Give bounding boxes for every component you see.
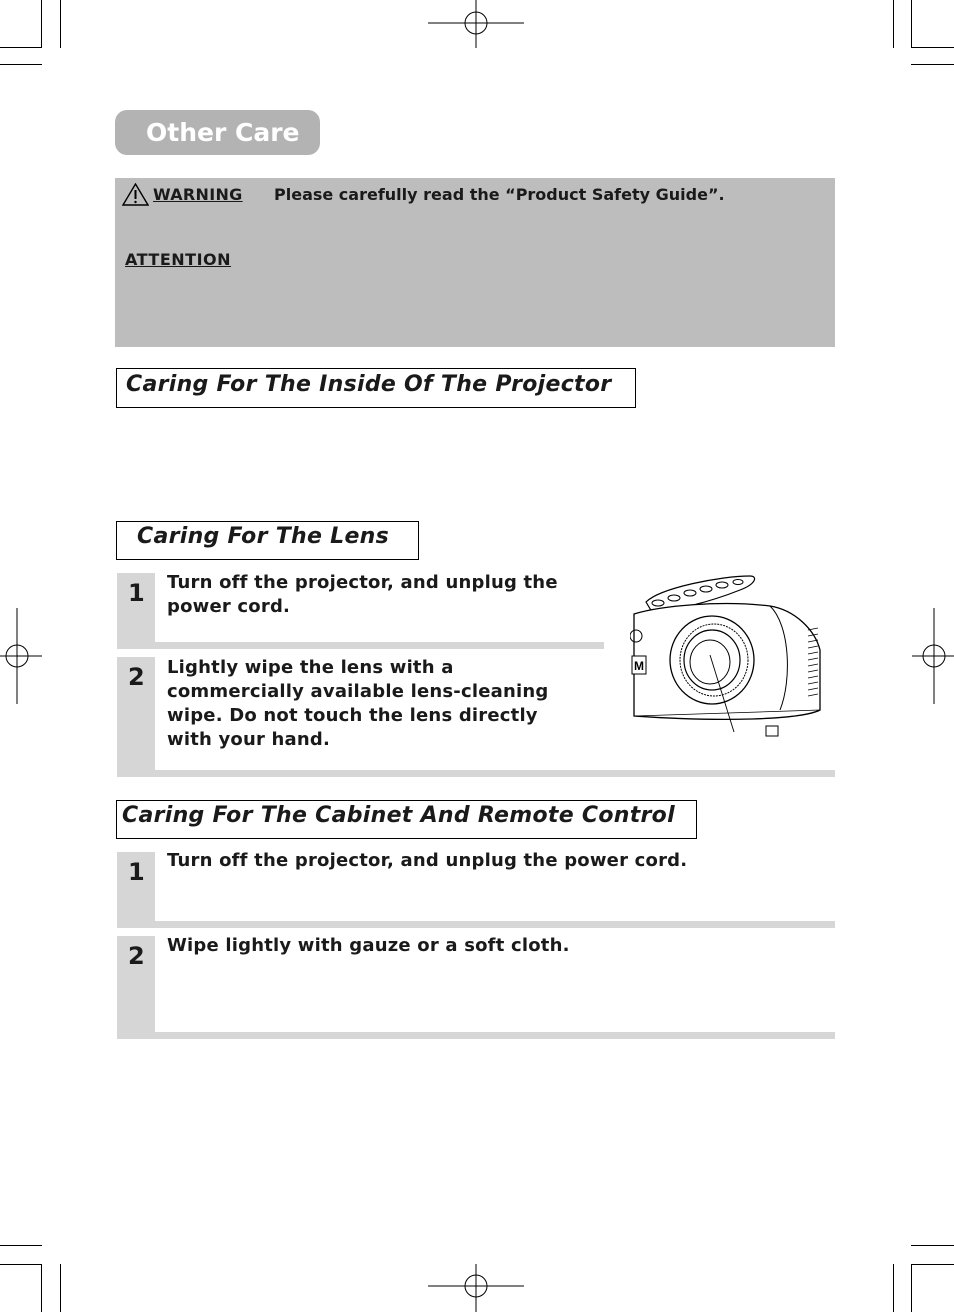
step-divider: [117, 642, 604, 649]
crop-mark: [911, 1245, 954, 1246]
crop-mark: [911, 1264, 912, 1312]
inside-heading: [116, 368, 636, 408]
crop-mark: [0, 47, 42, 48]
cabinet-step-2: [117, 936, 835, 1039]
step-text-line: Lightly wipe the lens with a: [167, 657, 454, 678]
section-title: Other Care: [115, 110, 320, 155]
step-text-line: Turn off the projector, and unplug the: [167, 572, 558, 593]
crop-mark: [911, 64, 954, 65]
step-text: [167, 656, 548, 752]
step-divider: [117, 921, 835, 928]
cabinet-heading-text: Caring For The Cabinet And Remote Control: [122, 803, 675, 828]
crop-mark: [60, 1264, 61, 1312]
cabinet-heading: [116, 800, 697, 839]
registration-mark: [428, 1264, 524, 1312]
crop-mark: [0, 1245, 42, 1246]
step-number: 2: [128, 942, 145, 970]
step-number: 1: [128, 858, 145, 886]
crop-mark: [60, 0, 61, 48]
lens-heading: [116, 521, 419, 560]
lens-step-1: [117, 573, 604, 649]
step-text-line: Wipe lightly with gauze or a soft cloth.: [167, 935, 570, 956]
warning-text: Please carefully read the “Product Safety Guide”.: [274, 185, 725, 204]
crop-mark: [0, 1264, 42, 1265]
step-text: [167, 934, 570, 958]
crop-mark: [911, 0, 912, 48]
inside-heading-text: Caring For The Inside Of The Projector: [126, 372, 612, 397]
step-number: 1: [128, 579, 145, 607]
step-text: [167, 571, 558, 619]
attention-label: ATTENTION: [125, 250, 232, 269]
crop-mark: [41, 1264, 42, 1312]
crop-mark: [41, 0, 42, 48]
registration-mark: [428, 0, 524, 48]
projector-lens-illustration: [630, 570, 825, 738]
warning-triangle-icon: [122, 183, 149, 206]
step-text-line: power cord.: [167, 596, 291, 617]
crop-mark: [893, 0, 894, 48]
lens-heading-text: Caring For The Lens: [137, 524, 390, 549]
registration-mark: [912, 608, 954, 704]
warning-label: WARNING: [153, 185, 243, 204]
svg-text:M: M: [634, 659, 644, 673]
warning-box: [115, 178, 835, 347]
cabinet-step-1: [117, 852, 835, 928]
step-number: 2: [128, 663, 145, 691]
step-text-line: Turn off the projector, and unplug the power cord.: [167, 850, 688, 871]
step-divider: [117, 1032, 835, 1039]
crop-mark: [0, 64, 42, 65]
step-text-line: wipe. Do not touch the lens directly: [167, 705, 538, 726]
step-text: [167, 849, 687, 873]
registration-mark: [0, 608, 42, 704]
crop-mark: [911, 47, 954, 48]
crop-mark: [911, 1264, 954, 1265]
step-text-line: with your hand.: [167, 729, 331, 750]
crop-mark: [893, 1264, 894, 1312]
step-text-line: commercially available lens-cleaning: [167, 681, 549, 702]
step-divider: [117, 770, 835, 777]
